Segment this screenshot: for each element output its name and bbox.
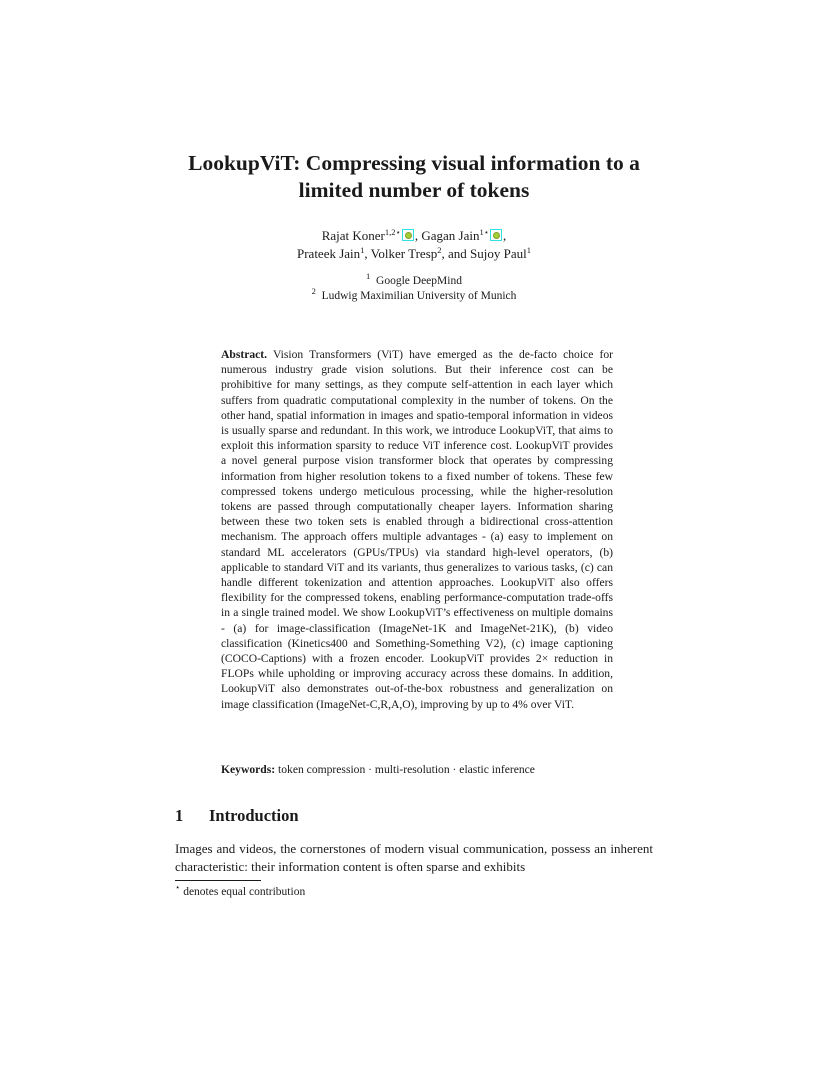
author-affiliation-mark: 1 [360,245,365,255]
author-line-2: Prateek Jain$^1$, Volker Tresp$^2$, and Sujoy Paul$^1$ [296,245,532,261]
footnote [175,882,306,900]
author-name: Sujoy Paul [470,246,527,261]
affiliation-item [150,271,678,289]
footnote-mark: ⋆ [175,882,181,892]
footnote-text: denotes equal contribution [183,886,306,898]
footnote-rule [175,880,261,881]
section-title: Introduction [209,806,299,825]
affiliation-item [150,286,678,304]
keywords [221,762,631,777]
orcid-icon[interactable] [490,229,502,241]
author-name: Volker Tresp [370,246,438,261]
affiliation-list [150,271,678,304]
author-affiliation-mark: 2 [437,245,442,255]
abstract-label: Abstract. [221,348,268,361]
affiliation-mark: 2 [311,286,316,296]
keywords-label: Keywords: [221,763,276,776]
author-affiliation-mark: 1 [526,245,532,255]
abstract [221,347,613,712]
keywords-text: token compression · multi-resolution · elastic inference [278,763,535,776]
orcid-icon[interactable] [402,229,414,241]
author-list [150,227,678,263]
author-name: Prateek Jain [296,246,361,261]
author-affiliation-mark: 1,2⋆ [384,227,401,237]
section-number: 1 [175,806,184,825]
paper-title [150,150,678,204]
author-name: Gagan Jain [421,228,480,243]
intro-paragraph: Images and videos, the cornerstones of modern visual communication, possess an inherent characteristic: their information content is often sparse and exhibits [175,841,653,874]
author-affiliation-mark: 1⋆ [479,227,490,237]
author-line-1: Rajat Koner$^{1,2⋆}$ , Gagan Jain$^{1⋆}$ , [321,227,507,243]
affiliation-name: Google DeepMind [376,275,462,287]
title-line-2: limited number of tokens [298,178,530,202]
author-name: Rajat Koner [321,228,385,243]
section-heading [175,806,299,826]
abstract-text: Vision Transformers (ViT) have emerged as the de-facto choice for numerous industry grade vision solutions. But their inference cost can be prohibitive for many settings, as they compute self-attention in each layer which suffers from quadratic computational complexity in the number of tokens. On the other hand, spatial information in images and spatio-temporal information in videos is usually sparse and redundant. In this work, we introduce LookupViT, that aims to exploit this information sparsity to reduce ViT inference cost. LookupViT provides a novel general purpose vision transformer block that operates by compressing information from higher resolution tokens to a fixed number of tokens. These few compressed tokens undergo meticulous processing, while the higher-resolution tokens are passed through computationally cheaper layers. Information sharing between these two token sets is enabled through a bidirectional cross-attention mechanism. The approach offers multiple advantages - (a) easy to implement on standard ML accelerators (GPUs/TPUs) via standard high-level operators, (b) applicable to standard ViT and its variants, thus generalizes to various tasks, (c) can handle different tokenization and attention approaches. LookupViT also offers flexibility for the compressed tokens, enabling performance-computation trade-offs in a single trained model. We show LookupViT’s effectiveness on multiple domains - (a) for image-classification (ImageNet-1K and ImageNet-21K), (b) video classification (Kinetics400 and Something-Something V2), (c) image captioning (COCO-Captions) with a frozen encoder. LookupViT provides 2× reduction in FLOPs while upholding or improving accuracy across these domains. In addition, LookupViT also demonstrates out-of-the-box robustness and generalization on image classification (ImageNet-C,R,A,O), improving by up to 4% over ViT. [221,348,613,711]
affiliation-name: Ludwig Maximilian University of Munich [321,290,517,302]
title-line-1: LookupViT: Compressing visual information to a [188,151,640,175]
affiliation-mark: 1 [366,271,371,281]
